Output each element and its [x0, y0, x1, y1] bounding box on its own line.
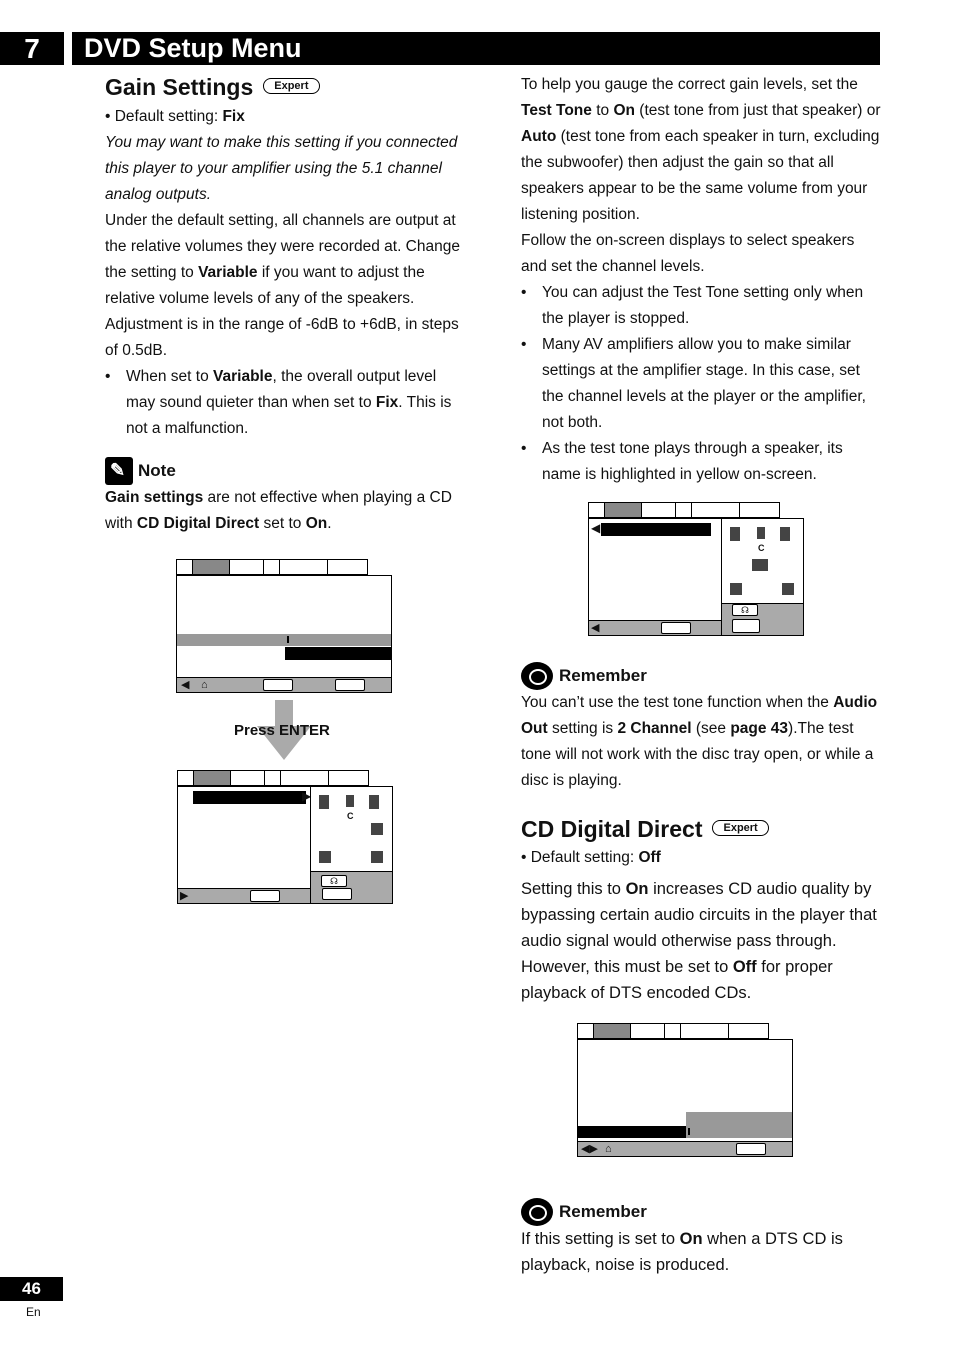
- cd-direct-screen: [577, 1023, 793, 1157]
- right-column: [521, 72, 883, 488]
- gain-body-2: Adjustment is in the range of -6dB to +6dB, in steps of 0.5dB.: [105, 316, 459, 359]
- left-column: [105, 72, 467, 537]
- remember-2-text: If this setting is set to On when a DTS CD is playback, noise is produced.: [521, 1230, 843, 1274]
- home-icon: ⌂: [201, 679, 208, 691]
- cd-direct-default: • Default setting: Off: [521, 849, 661, 866]
- remember-icon: [521, 1198, 553, 1226]
- chapter-title: DVD Setup Menu: [72, 32, 880, 65]
- headphone-icon: ☊: [732, 604, 758, 616]
- expert-badge: Expert: [263, 78, 319, 94]
- right-arrow-icon: ▶: [302, 789, 312, 803]
- left-arrow-icon: ◀: [591, 521, 601, 535]
- gain-intro: You may want to make this setting if you connected this player to your amplifier using the 5.1 channel analog outputs.: [105, 134, 458, 203]
- cd-direct-section: [521, 814, 883, 1006]
- left-arrow-icon: ◀: [181, 679, 190, 691]
- right-arrow-icon: ▶: [180, 890, 189, 902]
- selected-option: [578, 1126, 686, 1138]
- press-enter-label: Press ENTER: [234, 722, 330, 739]
- speaker-diagram: C: [310, 787, 392, 871]
- bullet-3: • As the test tone plays through a speaker, its name is highlighted in yellow on-screen.: [521, 436, 883, 488]
- bullet-2: • Many AV amplifiers allow you to make similar settings at the amplifier stage. In this case, set the channel levels at the player or the amplifier, not both.: [521, 332, 883, 436]
- bullet-1: • You can adjust the Test Tone setting only when the player is stopped.: [521, 280, 883, 332]
- note-pencil-icon: [105, 457, 133, 485]
- gain-settings-heading: Gain Settings Expert: [105, 72, 467, 102]
- gain-default: • Default setting: Fix: [105, 108, 245, 125]
- headphone-icon: ☊: [321, 875, 347, 887]
- status-bar: [177, 677, 391, 692]
- gain-body-1: Under the default setting, all channels are output at the relative volumes they were recorded at. Change the setting to Variable if you want to adjust the relative volume levels of any of the speakers.: [105, 212, 460, 307]
- chapter-number: 7: [0, 32, 64, 65]
- gain-screen-1: [176, 559, 392, 693]
- test-tone-screen: [588, 502, 804, 636]
- cd-direct-heading: CD Digital Direct Expert: [521, 814, 883, 844]
- left-arrow-icon: ◀: [591, 622, 600, 634]
- follow-text: Follow the on-screen displays to select speakers and set the channel levels.: [521, 232, 855, 275]
- expert-badge: Expert: [712, 820, 768, 836]
- language-code: En: [26, 1305, 41, 1319]
- page-number: 46: [0, 1277, 63, 1301]
- remember-2: [521, 1198, 883, 1278]
- gain-bullet: • When set to Variable, the overall output level may sound quieter than when set to Fix. This is not a malfunction.: [105, 364, 467, 442]
- remember-heading: Remember: [521, 1198, 883, 1226]
- remember-1-text: You can’t use the test tone function when the Audio Out setting is 2 Channel (see page 43).The test tone will not work with the disc tray open, or while a disc is playing.: [521, 694, 878, 789]
- test-tone-text: To help you gauge the correct gain levels, set the Test Tone to On (test tone from just that speaker) or Auto (test tone from each speaker in turn, excluding the subwoofer) then adjust the gain so that all speakers appear to be the same volume from your listening position.: [521, 76, 881, 223]
- home-icon: ⌂: [605, 1143, 612, 1155]
- left-right-arrow-icon: ◀▶: [581, 1143, 598, 1155]
- menu-tabs: [176, 559, 368, 575]
- gain-screen-2: [177, 770, 393, 904]
- note-text: Gain settings are not effective when playing a CD with CD Digital Direct set to On.: [105, 489, 452, 532]
- remember-icon: [521, 662, 553, 690]
- speaker-diagram: C: [721, 519, 803, 603]
- remember-heading: Remember: [521, 662, 883, 690]
- cd-direct-body: Setting this to On increases CD audio quality by bypassing certain audio circuits in the player that audio signal would otherwise pass through. However, this must be set to Off for proper playback of DTS encoded CDs.: [521, 880, 877, 1002]
- remember-1: [521, 662, 883, 794]
- selected-option: [285, 647, 391, 660]
- note-heading: ✎ Note: [105, 457, 467, 485]
